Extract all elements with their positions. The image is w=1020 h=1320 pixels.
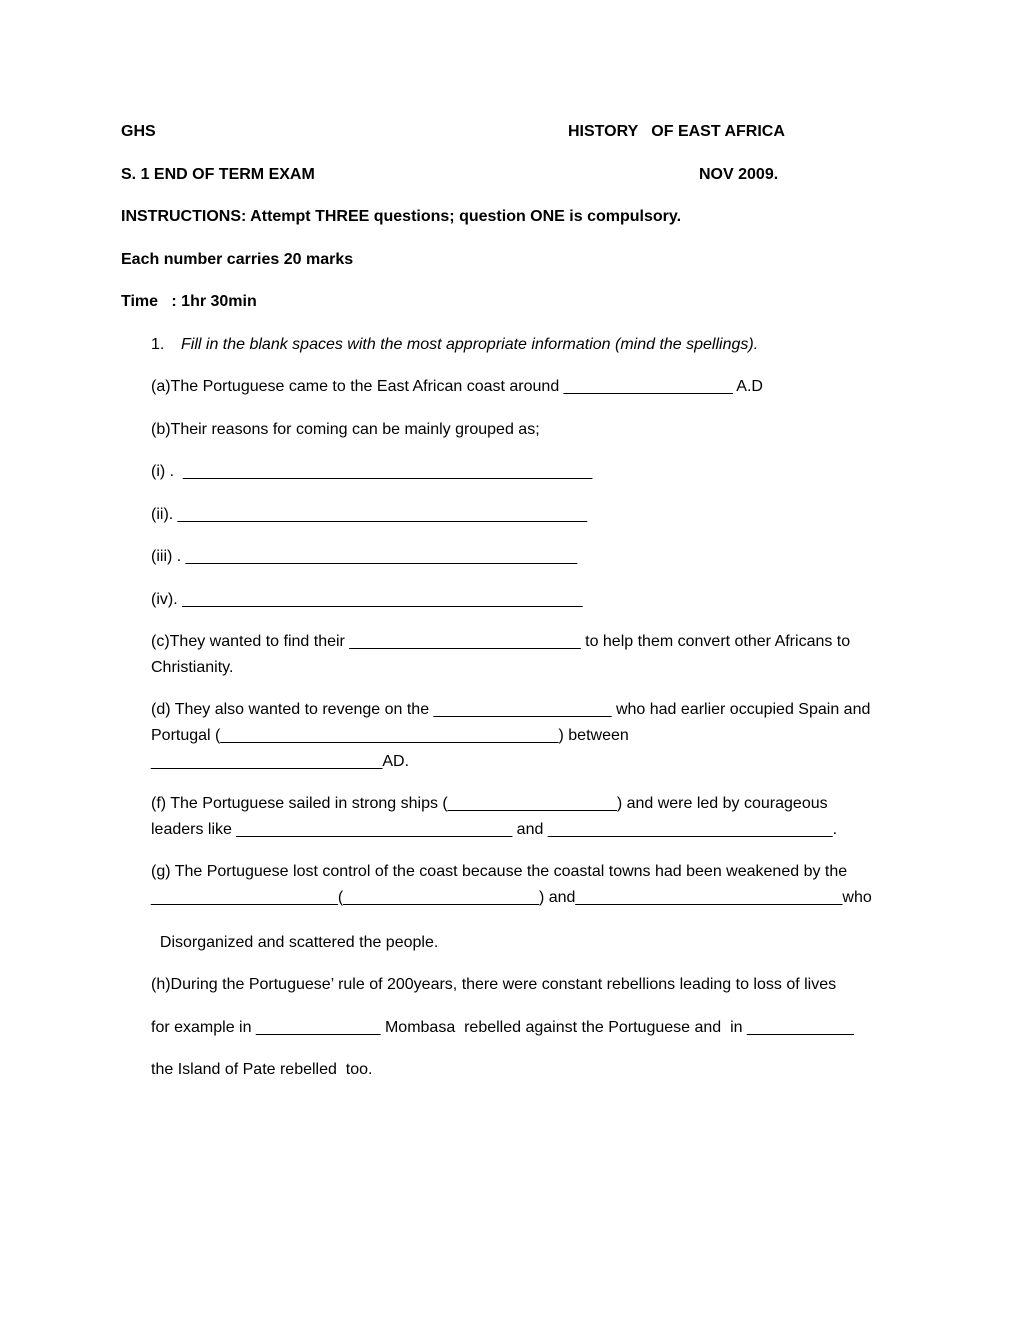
exam-title: S. 1 END OF TERM EXAM (121, 166, 315, 183)
time-allowed: Time : 1hr 30min (121, 293, 257, 310)
question-line: _____________________(______________________) and______________________________who (151, 889, 872, 906)
question-line: Christianity. (151, 659, 234, 676)
question-line: (c)They wanted to find their __________________________ to help them convert other Africans to (151, 633, 851, 650)
question-line: (b)Their reasons for coming can be mainly grouped as; (151, 421, 540, 438)
school-name: GHS (121, 123, 156, 140)
question-number: 1. (151, 336, 165, 353)
question-line: Portugal (______________________________________) between (151, 727, 629, 744)
exam-date: NOV 2009. (699, 166, 779, 183)
question-line: (i) . ______________________________________________ (151, 463, 593, 480)
question-line: for example in ______________ Mombasa rebelled against the Portuguese and in ____________ (151, 1019, 854, 1036)
question-line: (ii). ______________________________________________ (151, 506, 587, 523)
question-line: (d) They also wanted to revenge on the ____________________ who had earlier occupied Spain and (151, 701, 871, 718)
question-line: (g) The Portuguese lost control of the coast because the coastal towns had been weakened by the (151, 863, 848, 880)
question-line: (a)The Portuguese came to the East African coast around ___________________ A.D (151, 378, 763, 395)
marks-note: Each number carries 20 marks (121, 251, 354, 268)
question-line: leaders like _______________________________ and ________________________________. (151, 821, 838, 838)
question-line: (iii) . ____________________________________________ (151, 548, 578, 565)
question-line: __________________________AD. (151, 753, 410, 770)
question-line: (f) The Portuguese sailed in strong ships (___________________) and were led by courageous (151, 795, 828, 812)
question-prompt: Fill in the blank spaces with the most appropriate information (mind the spellings). (181, 336, 759, 353)
subject-title: HISTORY OF EAST AFRICA (568, 123, 785, 140)
question-line: Disorganized and scattered the people. (151, 934, 439, 951)
instructions: INSTRUCTIONS: Attempt THREE questions; question ONE is compulsory. (121, 208, 682, 225)
question-line: (h)During the Portuguese’ rule of 200years, there were constant rebellions leading to loss of lives (151, 976, 837, 993)
question-line: the Island of Pate rebelled too. (151, 1061, 373, 1078)
question-line: (iv). _____________________________________________ (151, 591, 583, 608)
